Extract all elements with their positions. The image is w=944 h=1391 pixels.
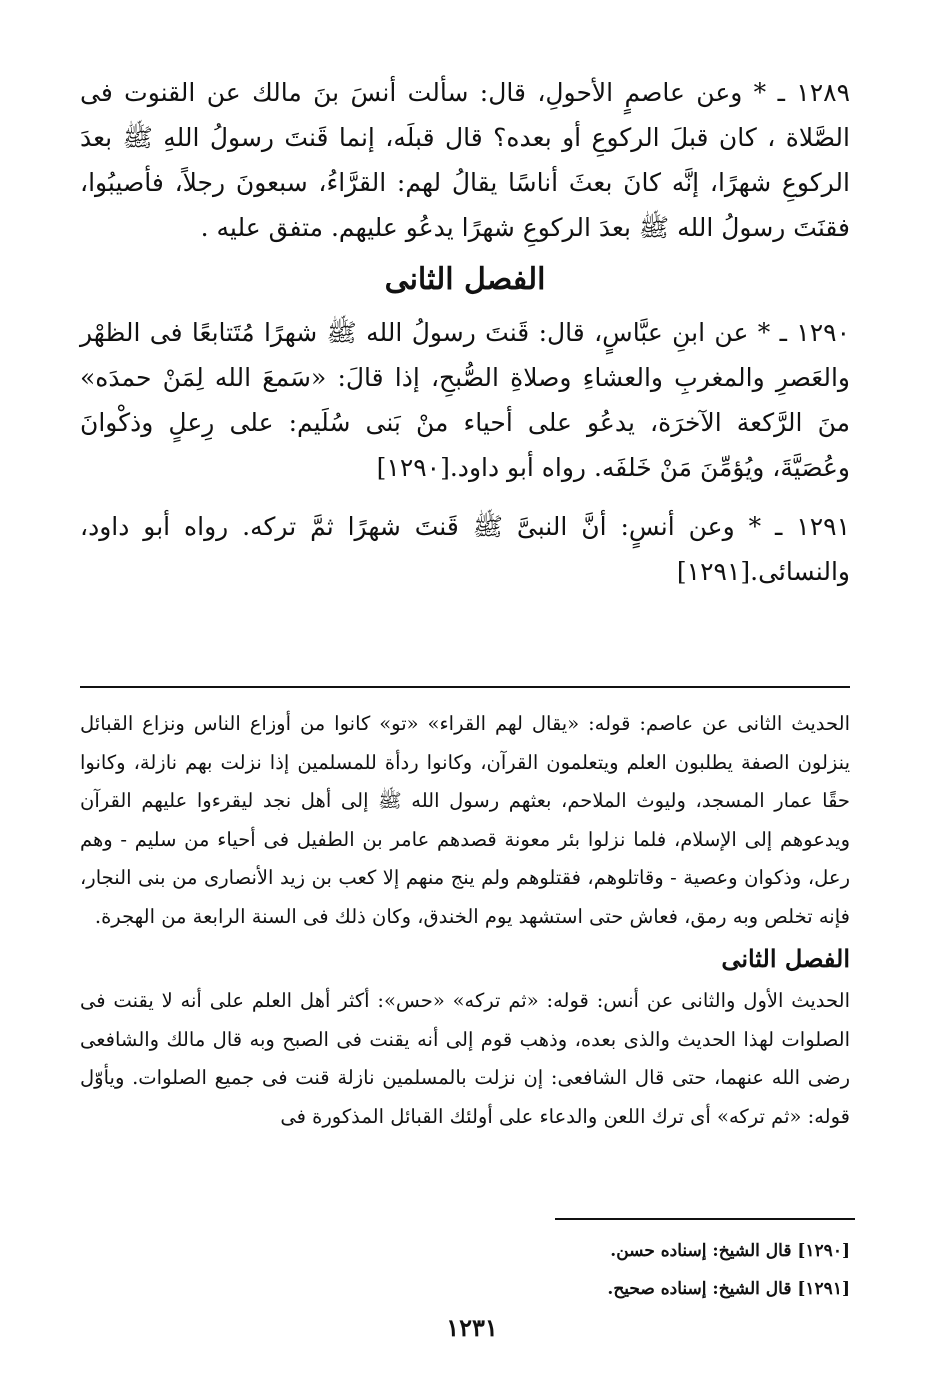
- commentary-section-title: الفصل الثانى: [721, 944, 850, 973]
- section-title: الفصل الثانى: [384, 262, 546, 297]
- footnote-1290: [١٢٩٠] قال الشيخ: إسناده حسن.: [610, 1241, 850, 1261]
- footnote-1291: [١٢٩١] قال الشيخ: إسناده صحيح.: [607, 1279, 850, 1299]
- commentary-paragraph-2: الحديث الأول والثانى عن أنس: قوله: «ثم تركه» «حس»: أكثر أهل العلم على أنه لا يقنت فى الصلوات لهذا الحديث والذى بعده، وذهب قوم إلى أنه يقنت فى الصبح وبه قال مالك والشافعى رضى الله عنهما، حتى قال الشافعى: إن نزلت بالمسلمين نازلة قنت فى جميع الصلوات. ويأوّل قوله: «ثم تركه» أى ترك اللعن والدعاء على أولئك القبائل المذكورة فى: [80, 989, 850, 1128]
- page-number: ١٢٣١: [446, 1313, 498, 1342]
- footnotes: [450, 1232, 850, 1308]
- main-text: [80, 70, 850, 594]
- hadith-1289: ١٢٨٩ ـ * وعن عاصمٍ الأحولِ، قال: سألت أنسَ بنَ مالك عن القنوت فى الصَّلاة ، كان قبلَ الركوعِ أو بعده؟ قال قبلَه، إنما قَنتَ رسولُ اللهِ ﷺ بعدَ الركوعِ شهرًا، إنَّه كانَ بعثَ أناسًا يقالُ لهم: القرَّاءُ، سبعونَ رجلاً، فأصيبُوا، فقنَتَ رسولُ الله ﷺ بعدَ الركوعِ شهرًا يدعُو عليهم. متفق عليه .: [80, 78, 850, 242]
- separator-rule: [80, 686, 850, 688]
- commentary-paragraph-1: الحديث الثانى عن عاصم: قوله: «يقال لهم القراء» «تو» كانوا من أوزاع الناس ونزاع القبائل ينزلون الصفة يطلبون العلم ويتعلمون القرآن، وكانوا ردأة للمسلمين إذا نزلت بهم نازلة، وكانوا حقًا عمار المسجد، وليوث الملاحم، بعثهم رسول الله ﷺ إلى أهل نجد ليقرءوا عليهم القرآن ويدعوهم إلى الإسلام، فلما نزلوا بئر معونة قصدهم عامر بن الطفيل فى أحياء من سليم - وهم رعل، وذكوان وعصية - وقاتلوهم، فقتلوهم ولم ينج منهم إلا كعب بن زيد الأنصارى من بنى النجار، فإنه تخلص وبه رمق، فعاش حتى استشهد يوم الخندق، وكان ذلك فى السنة الرابعة من الهجرة.: [80, 712, 850, 928]
- footnote-rule: [555, 1218, 855, 1220]
- hadith-1291: ١٢٩١ ـ * وعن أنسٍ: أنَّ النبىَّ ﷺ قَنتَ شهرًا ثمَّ تركه. رواه أبو داود، والنسائى.[١٢٩١]: [80, 512, 850, 586]
- commentary: [80, 705, 850, 1136]
- hadith-1290: ١٢٩٠ ـ * عن ابنِ عبَّاسٍ، قال: قَنتَ رسولُ الله ﷺ شهرًا مُتَتابعًا فى الظهْر والعَصرِ والمغربِ والعشاءِ وصلاةِ الصُّبحِ، إذا قالَ: «سَمعَ الله لِمَنْ حمدَه» منَ الرَّكعة الآخرَة، يدعُو على أحياء منْ بَنى سُلَيم: على رِعلٍ وذكْوانَ وعُصَيَّةَ، ويُؤمِّنَ مَنْ خَلفَه. رواه أبو داود.[١٢٩٠]: [80, 318, 850, 482]
